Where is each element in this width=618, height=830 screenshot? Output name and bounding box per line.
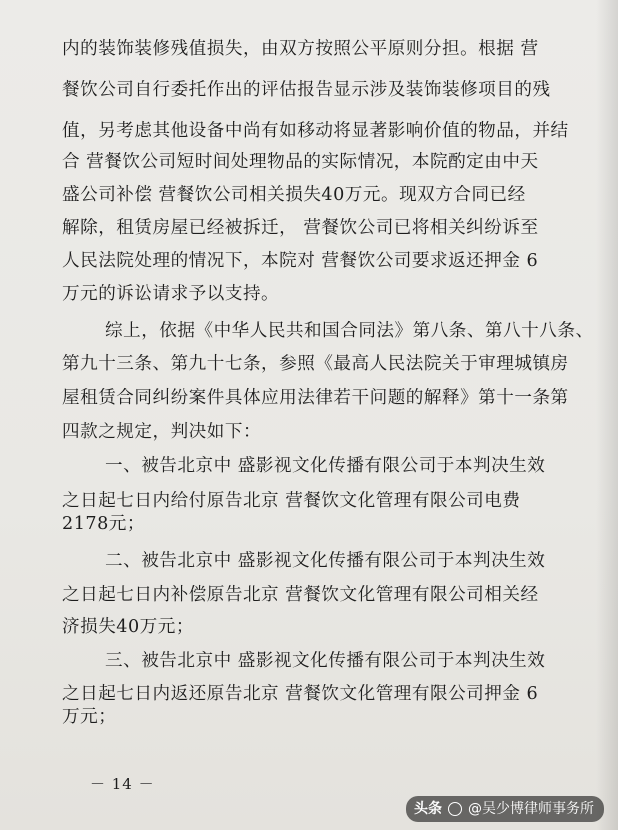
text-line: 人民法院处理的情况下，本院对 营餐饮公司要求返还押金 6 bbox=[62, 251, 539, 271]
text-line: 2178元； bbox=[62, 514, 145, 534]
text-line: 第九十三条、第九十七条，参照《最高人民法院关于审理城镇房 bbox=[62, 354, 569, 374]
account-avatar-icon bbox=[448, 802, 462, 816]
text-line: 之日起七日内返还原告北京 营餐饮文化管理有限公司押金 6 bbox=[62, 684, 539, 704]
text-line: 万元； bbox=[62, 707, 117, 727]
text-line: 万元的诉讼请求予以支持。 bbox=[62, 284, 280, 304]
judgment-item-1: 一、被告北京中 盛影视文化传播有限公司于本判决生效 bbox=[105, 456, 546, 476]
text-line: 解除，租赁房屋已经被拆迁， 营餐饮公司已将相关纠纷诉至 bbox=[62, 218, 539, 238]
text-line: 综上，依据《中华人民共和国合同法》第八条、第八十八条、 bbox=[105, 321, 594, 341]
page-edge-shadow bbox=[596, 0, 618, 830]
text-line: 屋租赁合同纠纷案件具体应用法律若干问题的解释》第十一条第 bbox=[62, 388, 569, 408]
toutiao-logo: 头条 bbox=[414, 801, 442, 817]
text-line: 济损失40万元； bbox=[62, 617, 194, 637]
text-line: 内的装饰装修残值损失，由双方按照公平原则分担。根据 营 bbox=[62, 39, 539, 59]
judgment-item-3: 三、被告北京中 盛影视文化传播有限公司于本判决生效 bbox=[105, 651, 546, 671]
text-line: 之日起七日内补偿原告北京 营餐饮文化管理有限公司相关经 bbox=[62, 585, 539, 605]
watermark-account: @吴少博律师事务所 bbox=[468, 801, 594, 817]
watermark-badge bbox=[406, 796, 604, 822]
text-line: 餐饮公司自行委托作出的评估报告显示涉及装饰装修项目的残 bbox=[62, 80, 551, 100]
judgment-item-2: 二、被告北京中 盛影视文化传播有限公司于本判决生效 bbox=[105, 551, 546, 571]
text-line: 盛公司补偿 营餐饮公司相关损失40万元。现双方合同已经 bbox=[62, 185, 526, 205]
text-line: 合 营餐饮公司短时间处理物品的实际情况，本院酌定由中天 bbox=[62, 152, 539, 172]
text-line: 之日起七日内给付原告北京 营餐饮文化管理有限公司电费 bbox=[62, 491, 521, 511]
text-line: 四款之规定，判决如下： bbox=[62, 422, 262, 442]
page-number: － 14 － bbox=[90, 775, 155, 793]
text-line: 值，另考虑其他设备中尚有如移动将显著影响价值的物品，并结 bbox=[62, 121, 569, 141]
